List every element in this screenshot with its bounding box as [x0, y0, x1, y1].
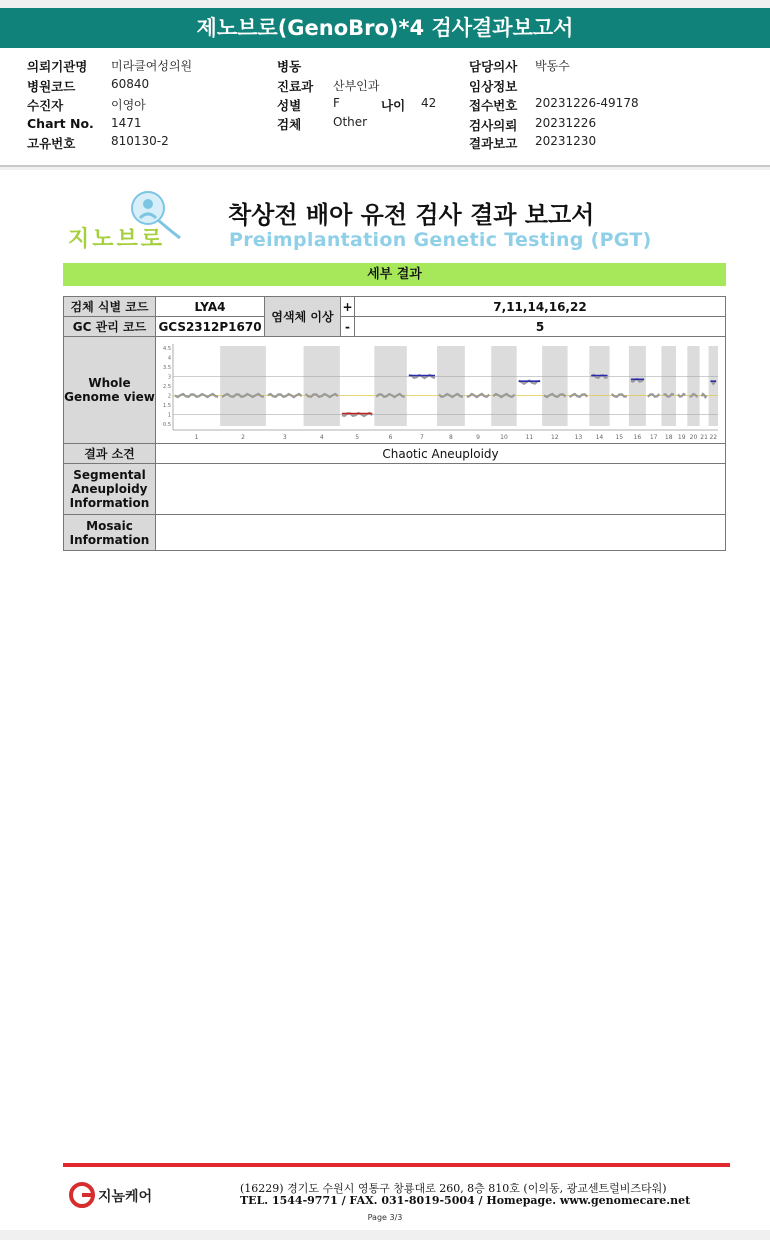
y-tick-label: 2	[167, 393, 171, 399]
field-label-doctor: 담당의사	[469, 59, 518, 74]
field-label-institution: 의뢰기관명	[27, 59, 88, 74]
field-label-ward: 병동	[277, 59, 302, 74]
chromosome-band	[542, 346, 567, 426]
chromosome-17-points	[648, 394, 660, 397]
chromosome-label: 7	[420, 433, 424, 441]
field-label-unique-id: 고유번호	[27, 136, 76, 151]
report-header-title: 제노브로(GenoBro)*4 검사결과보고서	[0, 8, 770, 48]
loss-chromosomes: 5	[355, 317, 726, 337]
chromosome-label: 15	[615, 433, 624, 441]
chromosome-13-points	[570, 393, 588, 396]
genomecare-logo-icon	[68, 1181, 96, 1209]
genome-view-cell	[156, 337, 726, 444]
chromosome-label: 14	[595, 433, 604, 441]
patient-info-panel	[0, 48, 770, 165]
sample-id-label: 검체 식별 코드	[64, 297, 156, 317]
chromosome-label: 17	[649, 433, 658, 441]
chromosome-label: 6	[388, 433, 393, 441]
chromosome-label: 4	[319, 433, 324, 441]
chromosome-band	[589, 346, 609, 426]
chromosome-band	[304, 346, 340, 426]
mosaic-label: Mosaic Information	[64, 515, 156, 551]
field-value-sex: F	[333, 96, 340, 110]
field-label-report-date: 결과보고	[469, 136, 518, 151]
chromosome-label: 1	[194, 433, 199, 441]
chromosome-label: 18	[664, 433, 673, 441]
chromosome-3-points	[268, 393, 302, 396]
field-label-sex: 성별	[277, 98, 302, 113]
chromosome-label: 19	[677, 433, 686, 441]
field-value-department: 산부인과	[333, 79, 380, 93]
chromosome-label: 11	[525, 433, 534, 441]
field-label-clinical-info: 임상정보	[469, 79, 518, 94]
y-tick-label: 3.5	[163, 364, 171, 371]
loss-sign: -	[341, 317, 355, 337]
chromosome-label: 16	[633, 433, 642, 441]
sample-id-value: LYA4	[156, 297, 265, 317]
segmental-value	[156, 464, 726, 515]
field-value-doctor: 박동수	[535, 59, 570, 73]
chromosome-label: 22	[709, 433, 718, 441]
chromosome-band	[709, 346, 718, 426]
field-label-hospital-code: 병원코드	[27, 79, 76, 94]
field-value-receipt-no: 20231226-49178	[535, 96, 639, 110]
genomecare-logo-text: 지놈케어	[98, 1189, 153, 1205]
field-value-specimen: Other	[333, 115, 368, 129]
chromosome-band	[437, 346, 465, 426]
y-tick-label: 1	[167, 412, 171, 418]
chromosome-band	[629, 346, 646, 426]
chromosome-label: 13	[574, 433, 583, 441]
chromosome-band	[374, 346, 407, 426]
chromosome-19-points	[678, 394, 685, 397]
y-tick-label: 4.5	[163, 345, 171, 352]
field-value-institution: 미라클여성의원	[111, 59, 193, 73]
field-value-unique-id: 810130-2	[111, 134, 169, 148]
segmental-label: Segmental Aneuploidy Information	[64, 464, 156, 515]
field-value-request-date: 20231226	[535, 116, 597, 130]
result-label: 결과 소견	[64, 444, 156, 464]
field-value-chart-no: 1471	[111, 116, 142, 130]
y-tick-label: 0.5	[163, 421, 171, 428]
y-tick-label: 2.5	[163, 383, 171, 390]
chromosome-1-points	[175, 393, 218, 396]
result-value: Chaotic Aneuploidy	[156, 444, 726, 464]
y-tick-label: 1.5	[163, 402, 171, 409]
top-strip	[0, 0, 770, 5]
report-title-korean: 착상전 배아 유전 검사 결과 보고서	[228, 201, 595, 229]
abnormality-label: 염색체 이상	[265, 297, 341, 337]
field-label-department: 진료과	[277, 79, 314, 94]
y-tick-label: 3	[167, 374, 171, 380]
field-label-request-date: 검사의뢰	[469, 118, 518, 133]
footer-divider	[63, 1163, 730, 1167]
gc-code-value: GCS2312P1670	[156, 317, 265, 337]
chromosome-label: 8	[449, 433, 453, 441]
genome-view-label: Whole Genome view	[64, 337, 156, 444]
genobro-logo-text: 지노브로	[68, 227, 166, 252]
gc-code-label: GC 관리 코드	[64, 317, 156, 337]
chromosome-band	[220, 346, 266, 426]
field-label-receipt-no: 접수번호	[469, 98, 518, 113]
field-label-chart-no: Chart No.	[27, 116, 94, 131]
chromosome-label: 20	[689, 433, 698, 441]
y-tick-label: 4	[167, 355, 171, 361]
chromosome-label: 3	[282, 433, 287, 441]
chromosome-label: 2	[241, 433, 245, 441]
field-value-patient: 이영아	[111, 98, 146, 112]
footer-contact: TEL. 1544-9771 / FAX. 031-8019-5004 / Homepage. www.genomecare.net	[240, 1194, 691, 1207]
field-label-age: 나이	[381, 98, 406, 113]
chromosome-21-points	[702, 394, 707, 397]
field-value-hospital-code: 60840	[111, 77, 150, 91]
chromosome-label: 10	[500, 433, 508, 441]
footer-address: (16229) 경기도 수원시 영통구 창룡대로 260, 8층 810호 (이의동, 광교센트럴비즈타워)	[240, 1182, 667, 1195]
chromosome-label: 5	[355, 433, 360, 441]
result-table	[63, 296, 726, 551]
mosaic-value	[156, 515, 726, 551]
chromosome-label: 12	[551, 433, 559, 441]
chromosome-band	[491, 346, 516, 426]
field-label-specimen: 검체	[277, 117, 302, 132]
chromosome-band	[661, 346, 676, 426]
field-value-report-date: 20231230	[535, 134, 597, 148]
chromosome-band	[687, 346, 699, 426]
whole-genome-chart	[156, 338, 725, 443]
gain-chromosomes: 7,11,14,16,22	[355, 297, 726, 317]
report-title-english: Preimplantation Genetic Testing (PGT)	[229, 229, 652, 251]
chromosome-9-points	[467, 393, 489, 396]
field-value-age: 42	[421, 96, 437, 110]
chromosome-label: 21	[700, 433, 708, 441]
field-label-patient: 수진자	[27, 98, 64, 113]
header-separator	[0, 165, 770, 167]
section-title: 세부 결과	[63, 263, 726, 286]
page-number: Page 3/3	[367, 1213, 403, 1222]
chromosome-label: 9	[476, 433, 480, 441]
gain-sign: +	[341, 297, 355, 317]
